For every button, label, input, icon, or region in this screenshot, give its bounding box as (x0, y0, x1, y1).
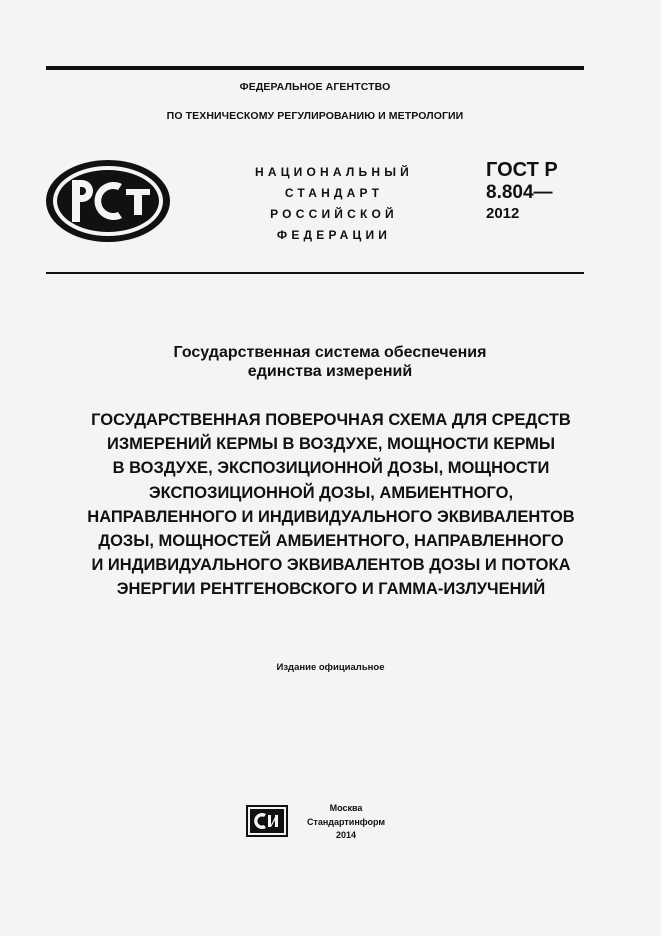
edition-note: Издание официальное (276, 662, 385, 673)
standard-type (236, 162, 432, 246)
publisher-year: 2014 (335, 830, 357, 840)
standartinform-logo-icon (246, 805, 288, 837)
title-line: НАПРАВЛЕННОГО И ИНДИВИДУАЛЬНОГО ЭКВИВАЛЕНТОВ (87, 507, 575, 526)
publisher-name: Стандартинформ (306, 816, 386, 827)
standard-type-line-2: СТАНДАРТ (284, 186, 384, 200)
standard-type-line-1: НАЦИОНАЛЬНЫЙ (254, 165, 414, 179)
title-line: ГОСУДАРСТВЕННАЯ ПОВЕРОЧНАЯ СХЕМА ДЛЯ СРЕДСТВ (91, 411, 571, 429)
rst-certification-mark-icon (44, 158, 172, 244)
designation-line-2: 8.804— (486, 182, 553, 203)
agency-line-1: ФЕДЕРАЛЬНОЕ АГЕНТСТВО (239, 81, 391, 93)
series-title-line-1: Государственная система обеспечения (173, 344, 487, 361)
title-line: В ВОЗДУХЕ, ЭКСПОЗИЦИОННОЙ ДОЗЫ, МОЩНОСТИ (112, 459, 550, 478)
title-line: ЭКСПОЗИЦИОННОЙ ДОЗЫ, АМБИЕНТНОГО, (148, 483, 514, 502)
standard-type-line-3: РОССИЙСКОЙ (270, 207, 398, 221)
publisher-city: Москва (329, 803, 363, 813)
top-rule (46, 66, 584, 70)
designation-line-3: 2012 (486, 205, 520, 222)
standard-type-line-4: ФЕДЕРАЦИИ (276, 228, 392, 242)
series-title-line-2: единства измерений (247, 363, 413, 380)
document-title (36, 408, 626, 602)
agency-line-2: ПО ТЕХНИЧЕСКОМУ РЕГУЛИРОВАНИЮ И МЕТРОЛОГИИ (166, 110, 464, 122)
middle-rule (46, 272, 584, 274)
series-title (46, 343, 614, 381)
title-line: И ИНДИВИДУАЛЬНОГО ЭКВИВАЛЕНТОВ ДОЗЫ И ПОТОКА (91, 556, 571, 575)
title-line: ИЗМЕРЕНИЙ КЕРМЫ В ВОЗДУХЕ, МОЩНОСТИ КЕРМЫ (106, 435, 556, 454)
title-line: ДОЗЫ, МОЩНОСТЕЙ АМБИЕНТНОГО, НАПРАВЛЕННОГО (98, 532, 564, 551)
publisher-block (300, 802, 392, 843)
title-line: ЭНЕРГИИ РЕНТГЕНОВСКОГО И ГАММА-ИЗЛУЧЕНИЙ (116, 580, 546, 599)
designation-line-1: ГОСТ Р (486, 159, 558, 181)
standard-designation (486, 158, 558, 224)
